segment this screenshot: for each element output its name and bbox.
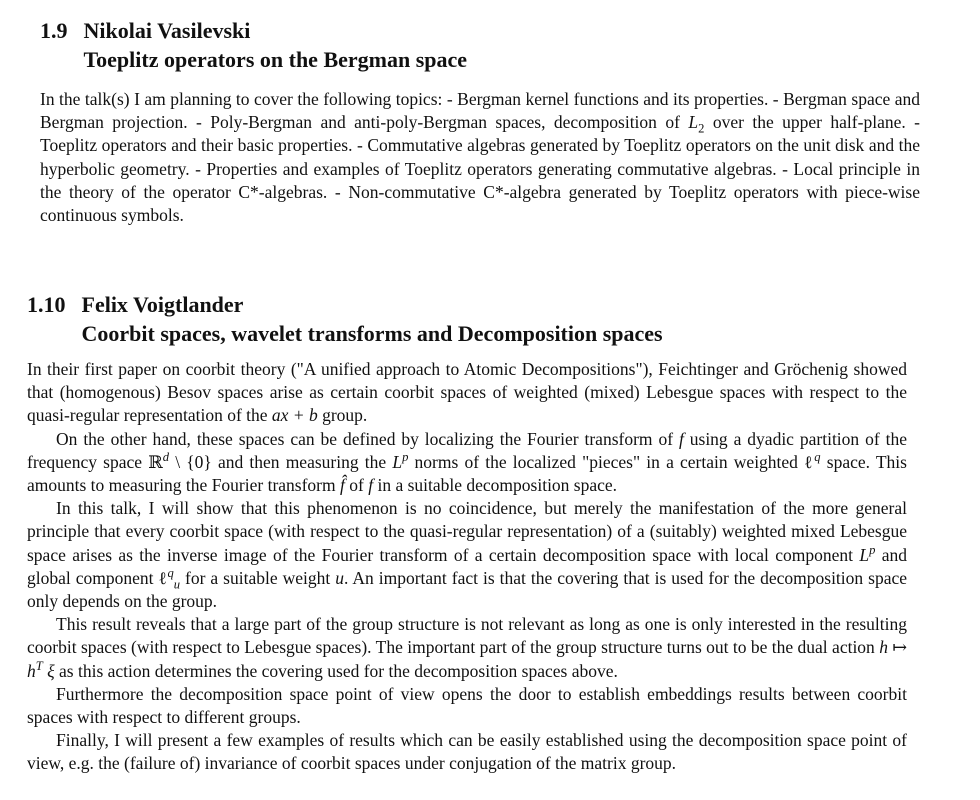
math-expression: h ↦ h	[27, 637, 907, 681]
section-title: Toeplitz operators on the Bergman space	[83, 47, 468, 72]
abstract-paragraph	[40, 88, 920, 227]
section-vasilevski	[0, 16, 920, 227]
text-run: This result reveals that a large part of the group structure is not relevant as long as one is only interested in the resulting coorbit spaces (with respect to Lebesgue spaces). The important part of the group structure turns out to be the dual action	[27, 614, 907, 658]
math-expression: ax + b	[271, 405, 318, 426]
text-run: . An important fact is that the covering that is used for the decomposition space only depends on the group.	[27, 567, 908, 612]
math-superscript: q	[814, 449, 821, 464]
math-superscript: p	[869, 542, 876, 557]
math-superscript: p	[402, 449, 409, 464]
math-superscript: T	[35, 658, 43, 673]
text-run: using a dyadic partition of the frequency space ℝ	[27, 428, 907, 472]
paragraph-1	[27, 358, 907, 428]
math-u: u	[335, 567, 344, 588]
math-L: L	[688, 112, 699, 133]
math-subscript: 2	[698, 121, 705, 136]
math-L: L	[859, 544, 870, 565]
text-run: In the talk(s) I am planning to cover the following topics: - Bergman kernel functions and its properties. - Bergman space and Bergman projection. - Poly-Bergman and anti-poly-Bergman spaces, decomposition of	[40, 89, 920, 133]
section-number: 1.10	[27, 292, 66, 317]
paragraph-4	[27, 613, 907, 683]
text-run: In their first paper on coorbit theory ("A unified approach to Atomic Decompositions"), Feichtinger and Gröchenig showed that (homogenous) Besov spaces arise as certain coorbit spaces of weighted (mixed) Lebesgue spaces with respect to the quasi-regular representation of the	[27, 359, 907, 426]
section-abstract	[27, 358, 907, 776]
text-run: norms of the localized "pieces" in a certain weighted ℓ	[408, 451, 815, 472]
math-xi: ξ	[42, 660, 55, 681]
math-f: f	[368, 475, 374, 496]
text-run: over the upper half-plane. - Toeplitz operators and their basic properties. - Commutative algebras generated by Toeplitz operators on the unit disk and the hyperbolic geometry. - Properties and examples of Toeplitz operators generating commutative algebras. - Local principle in the theory of the operator C*-algebras. - Non-commutative C*-algebra generated by Toeplitz operators with piece-wise continuous symbols.	[40, 112, 920, 226]
section-heading	[27, 290, 907, 348]
paragraph-6: Finally, I will present a few examples of results which can be easily established using the decomposition space point of view, e.g. the (failure of) invariance of coorbit spaces under conjugation of the matrix group.	[27, 730, 907, 774]
section-number: 1.9	[40, 18, 68, 43]
math-f: f	[678, 428, 684, 449]
section-voigtlander	[0, 290, 907, 776]
section-author: Nikolai Vasilevski	[83, 18, 251, 43]
paragraph-3	[27, 497, 907, 613]
text-run: \ {0} and then measuring the	[169, 451, 393, 472]
text-run: and global component ℓ	[27, 544, 907, 588]
math-L: L	[392, 451, 403, 472]
math-subscript: u	[173, 577, 181, 592]
text-run: of	[344, 475, 369, 496]
section-author: Felix Voigtlander	[81, 292, 244, 317]
text-run: for a suitable weight	[180, 567, 336, 588]
math-superscript: d	[162, 449, 170, 464]
text-run: as this action determines the covering used for the decomposition spaces above.	[54, 660, 618, 681]
section-heading	[40, 16, 920, 74]
text-run: On the other hand, these spaces can be defined by localizing the Fourier transform of	[56, 428, 679, 449]
paragraph-2	[27, 428, 907, 498]
section-title: Coorbit spaces, wavelet transforms and Decomposition spaces	[81, 321, 663, 346]
text-run: group.	[317, 405, 368, 426]
text-run: in a suitable decomposition space.	[373, 475, 618, 496]
math-f-hat: f̂	[340, 475, 345, 496]
text-run: space. This amounts to measuring the Fourier transform	[27, 451, 907, 496]
text-run: In this talk, I will show that this phenomenon is no coincidence, but merely the manifestation of the more general principle that every coorbit space (with respect to the quasi-regular representation) of a (suitably) weighted mixed Lebesgue space arises as the inverse image of the Fourier transform of a certain decomposition space with local component	[27, 498, 907, 565]
paragraph-5: Furthermore the decomposition space point of view opens the door to establish embeddings results between coorbit spaces with respect to different groups.	[27, 683, 907, 728]
math-superscript: q	[167, 566, 174, 580]
section-abstract	[40, 88, 920, 227]
